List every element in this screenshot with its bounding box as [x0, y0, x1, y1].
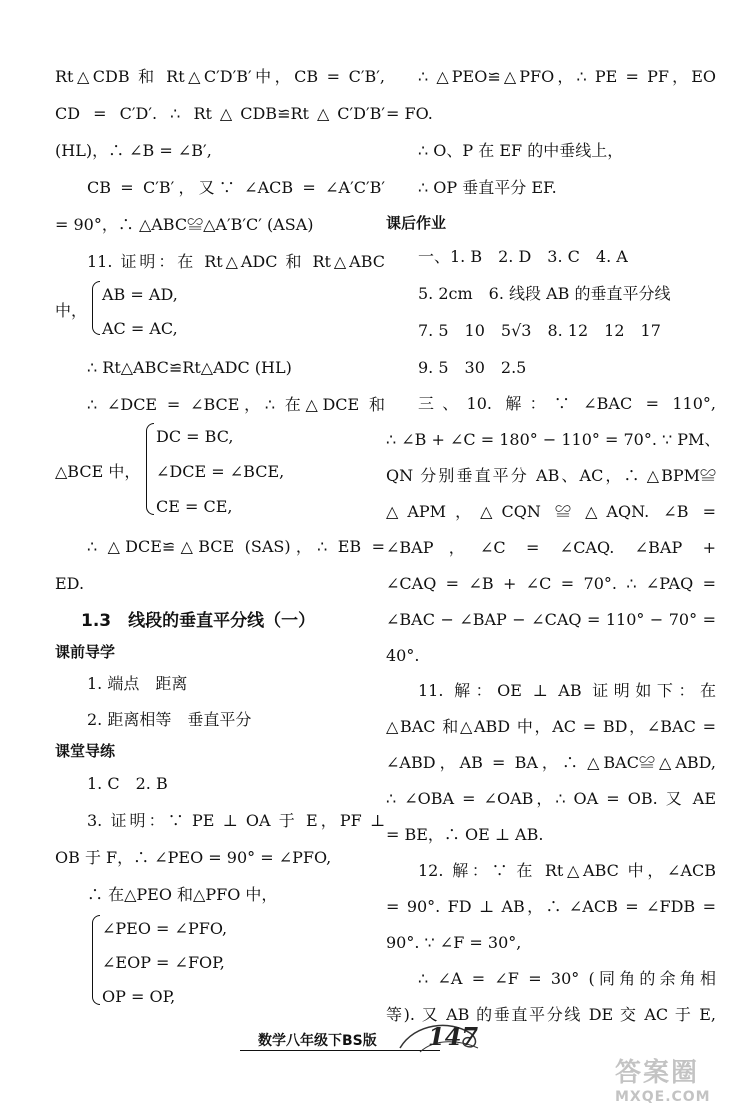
- right-lines-26: 等). 又 AB 的垂直平分线 DE 交 AC 于 E,: [386, 1005, 716, 1024]
- left-lines-0: Rt△CDB 和 Rt△C′D′B′中，CB = C′B′,: [55, 67, 385, 86]
- right-lines-15: ∠BAC − ∠BAP − ∠CAQ = 110° − 70° =: [386, 610, 716, 629]
- right-lines-21: = BE，∴ OE ⊥ AB.: [386, 825, 544, 844]
- watermark-url: MXQE.COM: [615, 1089, 711, 1105]
- right-lines-20: ∴ ∠OBA = ∠OAB，∴ OA = OB. 又 AE: [386, 789, 716, 808]
- left-lines-8: AC = AC,: [102, 319, 178, 338]
- right-lines-2: ∴ O、P 在 EF 的中垂线上，: [418, 141, 624, 160]
- left-lines-25: ∴ 在△PEO 和△PFO 中，: [87, 885, 278, 904]
- right-lines-6: 5. 2cm 6. 线段 AB 的垂直平分线: [418, 284, 671, 303]
- right-lines-22: 12. 解：∵ 在 Rt△ABC 中，∠ACB: [418, 861, 716, 880]
- right-lines-11: QN 分别垂直平分 AB、AC，∴ △BPM≌: [386, 466, 716, 485]
- left-lines-20: 2. 距离相等 垂直平分: [87, 710, 252, 729]
- right-lines-16: 40°.: [386, 646, 420, 665]
- right-lines-3: ∴ OP 垂直平分 EF.: [418, 178, 557, 197]
- right-lines-24: 90°. ∵ ∠F = 30°,: [386, 933, 522, 952]
- right-lines-12: △APM，△CQN ≌ △AQN. ∠B =: [386, 502, 716, 521]
- right-lines-17: 11. 解：OE ⊥ AB 证明如下：在: [418, 681, 716, 700]
- left-lines-4: = 90°，∴ △ABC≌△A′B′C′ (ASA): [55, 215, 314, 234]
- right-lines-14: ∠CAQ = ∠B + ∠C = 70°. ∴ ∠PAQ =: [386, 574, 716, 593]
- left-lines-26: ∠PEO = ∠PFO,: [102, 919, 228, 938]
- page-footer: [240, 1018, 490, 1068]
- page-number: 147: [428, 1022, 479, 1051]
- brace-1: [92, 281, 100, 335]
- left-lines-27: ∠EOP = ∠FOP,: [102, 953, 225, 972]
- right-lines-25: ∴ ∠A = ∠F = 30° (同角的余角相: [418, 969, 716, 988]
- footer-title: 数学八年级下BS版: [258, 1033, 377, 1049]
- left-lines-11: DC = BC,: [156, 427, 234, 446]
- left-lines-28: OP = OP,: [102, 987, 176, 1006]
- right-lines-8: 9. 5 30 2.5: [418, 358, 527, 377]
- left-lines-3: CB = C′B′，又∵ ∠ACB = ∠A′C′B′: [87, 178, 385, 197]
- right-lines-9: 三、10. 解：∵ ∠BAC = 110°,: [418, 394, 716, 413]
- right-lines-7: 7. 5 10 5√3 8. 12 12 17: [418, 321, 661, 340]
- left-lines-22: 1. C 2. B: [87, 774, 168, 793]
- right-lines-1: = FO.: [386, 104, 433, 123]
- left-lines-12: △BCE 中，: [55, 462, 141, 481]
- watermark-title: 答案圈: [615, 1058, 700, 1088]
- brace-3: [92, 915, 100, 1005]
- left-lines-21: 课堂导练: [55, 742, 116, 760]
- left-lines-1: CD = C′D′. ∴ Rt△CDB≌Rt△C′D′B′: [55, 104, 385, 123]
- left-lines-19: 1. 端点 距离: [87, 674, 188, 693]
- left-lines-23: 3. 证明：∵ PE ⊥ OA 于 E，PF ⊥: [87, 811, 385, 830]
- right-lines-13: ∠BAP，∠C = ∠CAQ. ∠BAP +: [386, 538, 716, 557]
- right-lines-10: ∴ ∠B + ∠C = 180° − 110° = 70°. ∵ PM、: [386, 430, 721, 449]
- right-lines-4: 课后作业: [386, 214, 447, 232]
- left-lines-6: 中，: [55, 301, 88, 320]
- right-lines-23: = 90°. FD ⊥ AB，∴ ∠ACB = ∠FDB =: [386, 897, 716, 916]
- left-lines-16: ED.: [55, 574, 85, 593]
- left-lines-13: ∠DCE = ∠BCE,: [156, 462, 285, 481]
- left-lines-24: OB 于 F，∴ ∠PEO = 90° = ∠PFO,: [55, 848, 332, 867]
- brace-2: [146, 423, 154, 515]
- left-lines-10: ∴ ∠DCE = ∠BCE，∴ 在△DCE 和: [87, 395, 385, 414]
- left-lines-15: ∴ △DCE≌△BCE (SAS)，∴ EB =: [87, 537, 385, 556]
- left-lines-9: ∴ Rt△ABC≌Rt△ADC (HL): [87, 358, 292, 377]
- left-lines-18: 课前导学: [55, 643, 116, 661]
- left-lines-14: CE = CE,: [156, 497, 233, 516]
- right-lines-0: ∴ △PEO≌△PFO，∴ PE = PF，EO: [418, 67, 716, 86]
- left-lines-7: AB = AD,: [102, 285, 178, 304]
- right-lines-19: ∠ABD，AB = BA，∴ △BAC≌△ABD,: [386, 753, 716, 772]
- left-lines-17: 1.3 线段的垂直平分线（一）: [81, 611, 316, 631]
- right-lines-5: 一、1. B 2. D 3. C 4. A: [418, 247, 628, 266]
- watermark: [615, 1052, 745, 1112]
- right-lines-18: △BAC 和△ABD 中，AC = BD，∠BAC =: [386, 717, 716, 736]
- left-lines-2: (HL)，∴ ∠B = ∠B′,: [55, 141, 212, 160]
- left-lines-5: 11. 证明：在 Rt△ADC 和 Rt△ABC: [87, 252, 385, 271]
